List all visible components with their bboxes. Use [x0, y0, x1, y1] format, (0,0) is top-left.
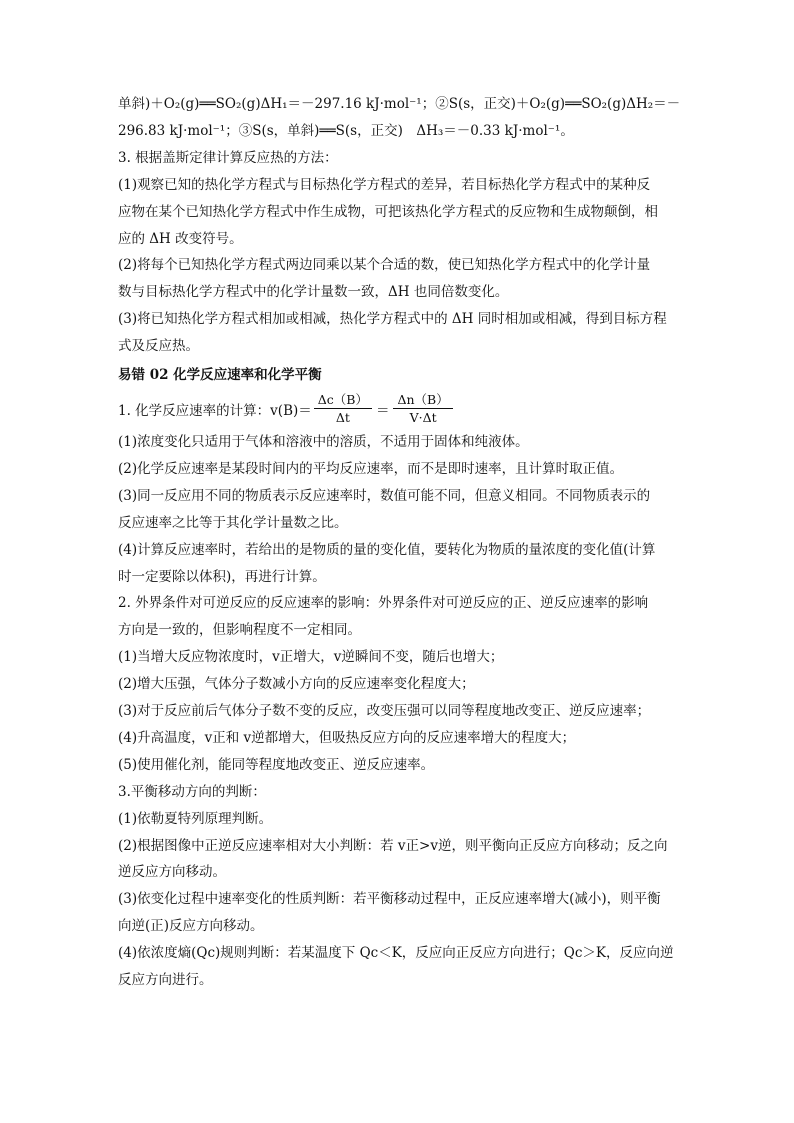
text-line: (3)依变化过程中速率变化的性质判断：若平衡移动过程中，正反应速率增大(减小)，则平衡 — [118, 891, 661, 908]
equals-sign: ＝ — [375, 402, 390, 419]
text-line: (4)依浓度熵(Qc)规则判断：若某温度下 Qc＜K，反应向正反应方向进行；Qc＞K，反应向逆 — [118, 945, 674, 962]
rate-formula — [118, 389, 678, 429]
text-line: (4)升高温度，v正和 v逆都增大，但吸热反应方向的反应速率增大的程度大； — [118, 729, 576, 746]
document-page — [118, 91, 681, 994]
text-line: (2)化学反应速率是某段时间内的平均反应速率，而不是即时速率，且计算时取正值。 — [118, 460, 624, 477]
fraction-numerator: Δn（B） — [393, 391, 452, 409]
fraction-numerator: Δc（B） — [314, 391, 372, 409]
fraction-denominator: Δt — [335, 410, 350, 426]
fraction-amount — [393, 391, 452, 426]
text-line: 方向是一致的，但影响程度不一定相同。 — [118, 622, 361, 639]
text-line: 反应速率之比等于其化学计量数之比。 — [118, 514, 348, 531]
text-line: (3)对于反应前后气体分子数不变的反应，改变压强可以同等程度地改变正、逆反应速率； — [118, 703, 651, 720]
section-heading: 易错 02 化学反应速率和化学平衡 — [118, 367, 322, 384]
text-line: (1)观察已知的热化学方程式与目标热化学方程式的差异，若目标热化学方程式中的某种反 — [118, 176, 651, 193]
text-line: 2. 外界条件对可逆反应的反应速率的影响：外界条件对可逆反应的正、逆反应速率的影响 — [118, 595, 649, 612]
text-line: 单斜)＋O₂(g)══SO₂(g)ΔH₁＝－297.16 kJ·mol⁻¹；②S(s，正交)＋O₂(g)══SO₂(g)ΔH₂＝－ — [118, 96, 681, 112]
fraction-concentration — [314, 391, 372, 426]
text-line: 3.平衡移动方向的判断： — [118, 783, 266, 800]
text-line: 时一定要除以体积)，再进行计算。 — [118, 568, 326, 585]
text-line: (4)计算反应速率时，若给出的是物质的量的变化值，要转化为物质的量浓度的变化值(计算 — [118, 541, 656, 558]
text-line: 296.83 kJ·mol⁻¹；③S(s，单斜)══S(s，正交) ΔH₃＝－0.33 kJ·mol⁻¹。 — [118, 122, 574, 139]
rate-section — [118, 429, 678, 994]
text-line: (3)将已知热化学方程式相加或相减，热化学方程式中的 ΔH 同时相加或相减，得到目标方程 — [118, 311, 667, 328]
text-line: (1)当增大反应物浓度时，v正增大，v逆瞬间不变，随后也增大； — [118, 649, 504, 666]
text-line: (2)根据图像中正逆反应速率相对大小判断：若 v正>v逆，则平衡向正反应方向移动；反之向 — [118, 837, 668, 854]
fraction-denominator: V·Δt — [409, 410, 437, 426]
intro-section — [118, 91, 681, 360]
text-line: 逆反应方向移动。 — [118, 864, 226, 881]
text-line: 应的 ΔH 改变符号。 — [118, 230, 243, 247]
text-line: (3)同一反应用不同的物质表示反应速率时，数值可能不同，但意义相同。不同物质表示的 — [118, 487, 651, 504]
text-line: (1)浓度变化只适用于气体和溶液中的溶质，不适用于固体和纯液体。 — [118, 433, 529, 450]
text-line: (5)使用催化剂，能同等程度地改变正、逆反应速率。 — [118, 756, 435, 773]
text-line: 式及反应热。 — [118, 338, 199, 355]
formula-prefix: 1. 化学反应速率的计算：v(B)＝ — [118, 402, 312, 419]
text-line: 3. 根据盖斯定律计算反应热的方法： — [118, 149, 338, 166]
text-line: 反应方向进行。 — [118, 972, 213, 989]
text-line: 向逆(正)反应方向移动。 — [118, 918, 264, 935]
text-line: 数与目标热化学方程式中的化学计量数一致，ΔH 也同倍数变化。 — [118, 284, 509, 301]
text-line: (2)将每个已知热化学方程式两边同乘以某个合适的数，使已知热化学方程式中的化学计量 — [118, 257, 651, 274]
text-line: (1)依勒夏特列原理判断。 — [118, 810, 273, 827]
text-line: 应物在某个已知热化学方程式中作生成物，可把该热化学方程式的反应物和生成物颠倒，相 — [118, 203, 658, 220]
text-line: (2)增大压强，气体分子数减小方向的反应速率变化程度大； — [118, 676, 475, 693]
